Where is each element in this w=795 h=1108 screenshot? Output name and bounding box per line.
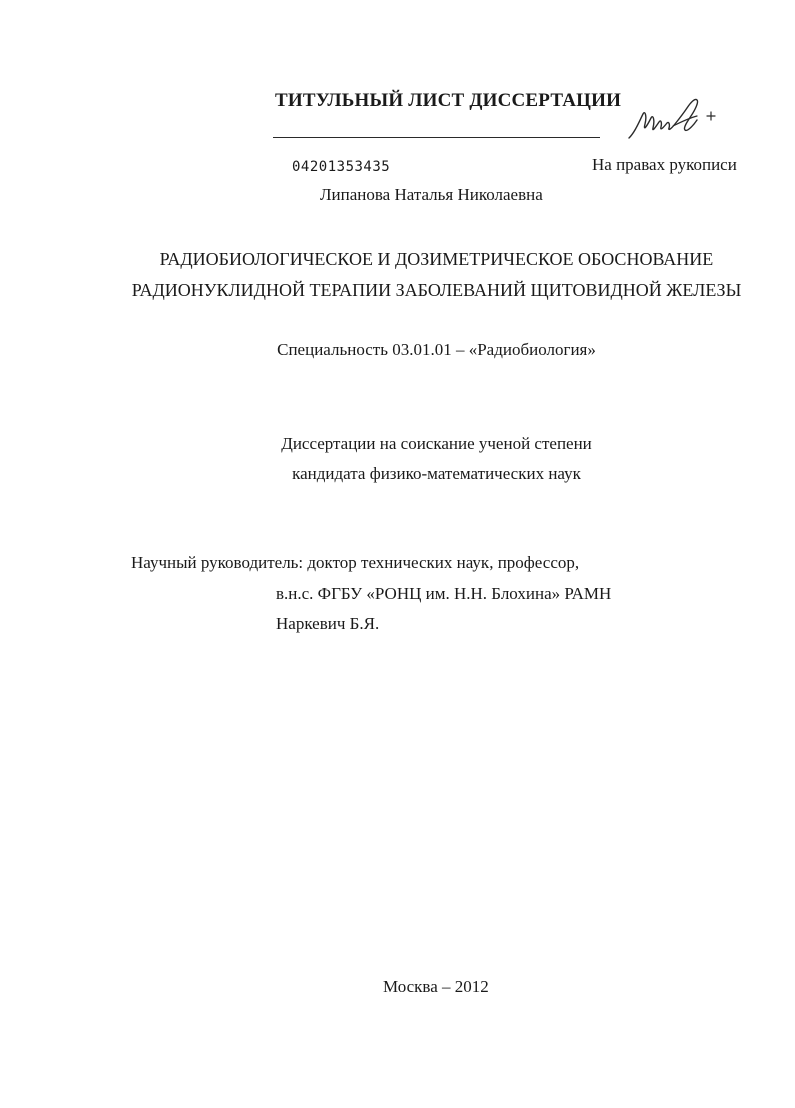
handwritten-signature	[625, 92, 730, 147]
rights-notice: На правах рукописи	[592, 155, 737, 174]
author-name: Липанова Наталья Николаевна	[320, 185, 543, 204]
specialty: Специальность 03.01.01 – «Радиобиология»	[277, 340, 596, 359]
registration-number: 04201353435	[292, 159, 391, 175]
document-heading: ТИТУЛЬНЫЙ ЛИСТ ДИССЕРТАЦИИ	[275, 90, 622, 111]
advisor-line: Наркевич Б.Я.	[276, 614, 380, 633]
title-line: РАДИОНУКЛИДНОЙ ТЕРАПИИ ЗАБОЛЕВАНИЙ ЩИТОВИДНОЙ ЖЕЛЕЗЫ	[131, 280, 742, 300]
city-year: Москва – 2012	[383, 977, 489, 996]
advisor-line: в.н.с. ФГБУ «РОНЦ им. Н.Н. Блохина» РАМН	[276, 584, 612, 603]
title-line: РАДИОБИОЛОГИЧЕСКОЕ И ДОЗИМЕТРИЧЕСКОЕ ОБОСНОВАНИЕ	[159, 249, 714, 269]
degree-line: Диссертации на соискание ученой степени	[281, 434, 592, 453]
heading-underline	[273, 137, 600, 138]
advisor-line: Научный руководитель: доктор технических наук, профессор,	[131, 553, 580, 572]
degree-statement	[0, 429, 795, 489]
dissertation-title	[0, 244, 795, 306]
degree-line: кандидата физико-математических наук	[292, 464, 581, 483]
